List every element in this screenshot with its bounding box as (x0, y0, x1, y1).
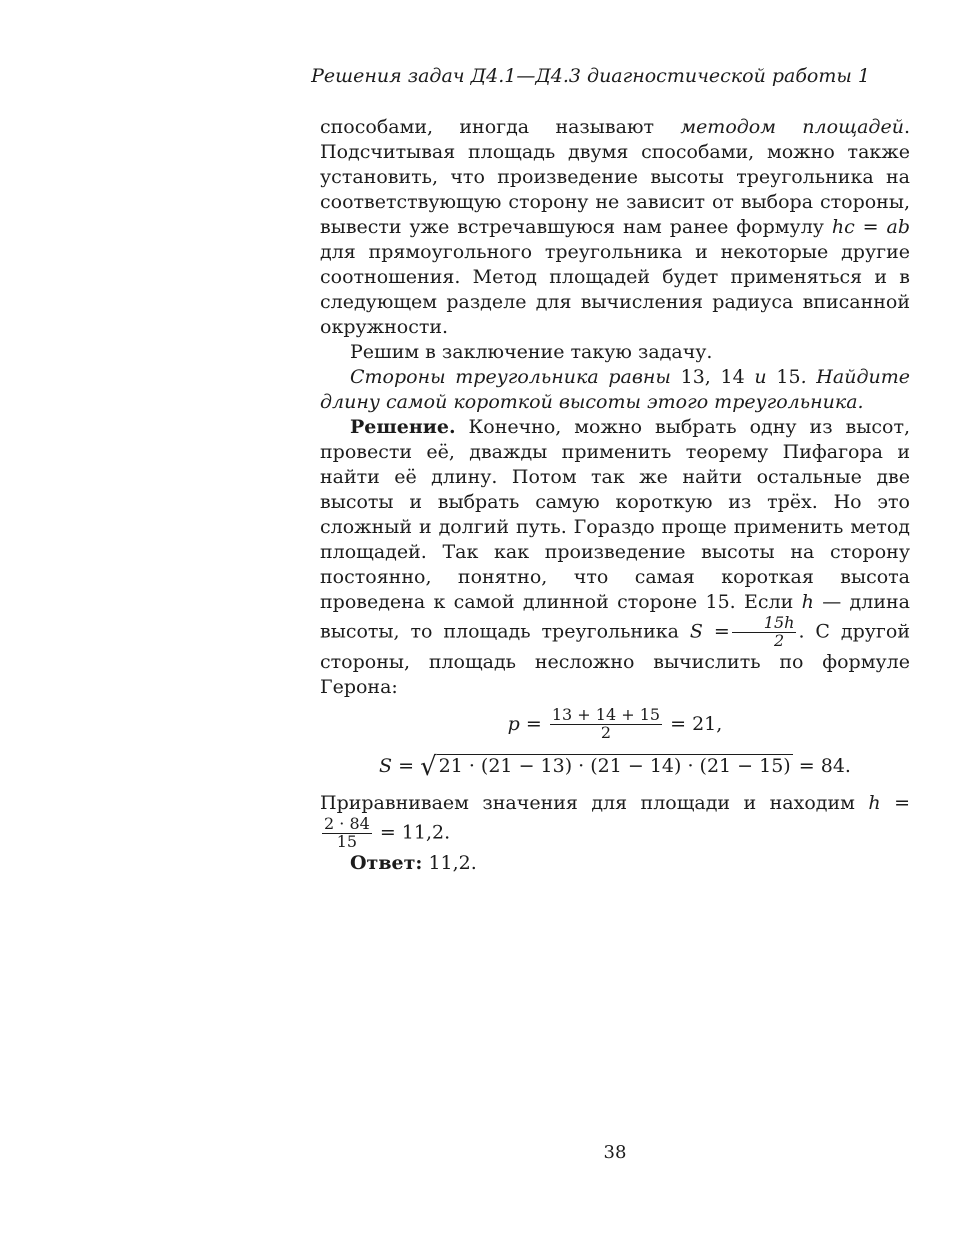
inline-formula: hc = ab (831, 216, 910, 238)
formula-semiperimeter (320, 706, 910, 742)
result-value: = 11,2. (379, 821, 451, 844)
inline-formula: S = (689, 620, 730, 643)
solution-label: Решение. (350, 416, 456, 438)
square-root (420, 748, 793, 785)
formula-rhs: = 84. (798, 754, 851, 777)
running-header: Решения задач Д4.1—Д4.3 диагностической работы 1 (311, 65, 870, 87)
number: 13, 14 (680, 366, 745, 388)
fraction-denominator: 2 (600, 723, 612, 743)
text: способами, иногда называют (320, 116, 681, 138)
paragraph-intro: Решим в заключение такую задачу. (350, 341, 713, 363)
radicand: 21 · (21 − 13) · (21 − 14) · (21 − 15) (438, 755, 791, 778)
emphasis: методом площадей (680, 116, 904, 138)
fraction (732, 615, 797, 650)
formula-heron (320, 748, 910, 786)
radical-sign: √ (420, 752, 437, 783)
formula-lhs: p = (507, 712, 542, 735)
formula-rhs: = 21, (670, 712, 723, 735)
fraction-numerator: 15h (732, 615, 797, 633)
text: . С другой стороны, площадь несложно вычислить по формуле Герона: (320, 620, 910, 698)
problem-statement (320, 365, 910, 415)
number: 15 (776, 366, 801, 388)
inline-formula: h = (868, 792, 910, 815)
fraction (550, 707, 662, 742)
paragraph-method (320, 115, 910, 340)
text: — длина высоты, то площадь треугольника (320, 591, 910, 643)
fraction-denominator: 2 (774, 630, 785, 650)
body-text (320, 115, 910, 876)
text: . Подсчитывая площадь двумя способами, можно также установить, что произведение высоты треугольника на соответствующую сторону не зависит от выбора стороны, вывести уже встречавшуюся нам ранее формулу (320, 116, 910, 238)
text: Конечно, можно выбрать одну из высот, провести её, дважды применить теорему Пифагора и найти её длину. Потом так же найти остальные две высоты и выбрать самую короткую из трёх. Но это сложный и долгий путь. Гораздо проще применить метод площадей. Так как произведение высоты на сторону постоянно, понятно, что самая короткая высота проведена к самой длинной стороне 15. Если (320, 416, 910, 613)
fraction (322, 816, 372, 851)
fraction-denominator: 15 (336, 832, 358, 852)
text: Приравниваем значения для площади и находим (320, 792, 869, 815)
solution-paragraph (320, 415, 910, 700)
variable: h (801, 591, 814, 613)
formula-lhs: S = (379, 754, 415, 777)
page-number: 38 (603, 1142, 627, 1163)
answer-value: 11,2. (422, 851, 477, 874)
text: . Найдите длину самой короткой высоты этого треугольника. (320, 366, 910, 413)
text: для прямоугольного треугольника и некоторые другие соотношения. Метод площадей будет применяться и в следующем разделе для вычисления радиуса вписанной окружности. (320, 241, 910, 338)
answer-line (320, 851, 910, 876)
fraction-numerator: 2 · 84 (324, 814, 370, 834)
answer-label: Ответ: (350, 851, 423, 874)
text: и (744, 366, 777, 388)
text: Стороны треугольника равны (350, 366, 681, 388)
fraction-numerator: 13 + 14 + 15 (551, 705, 661, 725)
paragraph-result (320, 791, 910, 851)
